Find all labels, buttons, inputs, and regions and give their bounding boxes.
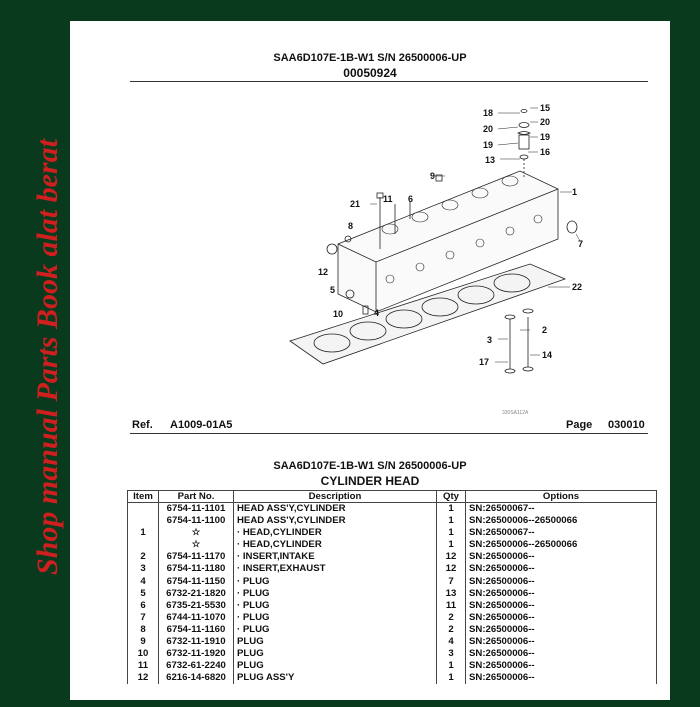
callout-label: 19: [540, 132, 551, 142]
watermark-banner: Shop manual Parts Book alat berat: [31, 139, 64, 575]
item-number: [128, 503, 159, 516]
part-number: 6754-11-1100: [159, 515, 234, 527]
callout-label: 10: [333, 309, 344, 319]
valve-spring-stack: [518, 110, 530, 180]
serial-options: SN:26500006--: [466, 672, 657, 684]
callout-label: 19: [483, 140, 494, 150]
part-description: · PLUG: [234, 624, 437, 636]
part-description: PLUG: [234, 660, 437, 672]
drawing-code: 330SA112A: [502, 410, 529, 416]
callout-label: 3: [487, 335, 493, 345]
part-description: PLUG: [234, 648, 437, 660]
item-number: 9: [128, 636, 159, 648]
serial-options: SN:26500006--: [466, 624, 657, 636]
quantity: 1: [437, 515, 466, 527]
column-header-item: Item: [128, 491, 159, 503]
item-number: 3: [128, 563, 159, 575]
column-header-part-no: Part No.: [159, 491, 234, 503]
table-row: [128, 539, 657, 551]
quantity: 7: [437, 576, 466, 588]
serial-options: SN:26500067--: [466, 527, 657, 539]
column-header-description: Description: [234, 491, 437, 503]
table-row: [128, 672, 657, 684]
ref-value: A1009-01A5: [170, 419, 233, 431]
quantity: 2: [437, 612, 466, 624]
serial-options: SN:26500006--: [466, 660, 657, 672]
quantity: 11: [437, 600, 466, 612]
part-number: 6754-11-1150: [159, 576, 234, 588]
callout-label: 11: [383, 194, 393, 204]
serial-options: SN:26500067--: [466, 503, 657, 516]
part-description: · PLUG: [234, 600, 437, 612]
quantity: 3: [437, 648, 466, 660]
callout-label: 8: [348, 221, 354, 231]
callout-label: 13: [485, 155, 496, 165]
callout-label: 7: [578, 239, 584, 249]
part-number: 6735-21-5530: [159, 600, 234, 612]
callout-label: 20: [483, 124, 494, 134]
part-description: PLUG ASS'Y: [234, 672, 437, 684]
item-number: 12: [128, 672, 159, 684]
item-number: 11: [128, 660, 159, 672]
quantity: 1: [437, 503, 466, 516]
table-row: [128, 624, 657, 636]
part-number: 6754-11-1170: [159, 551, 234, 563]
part-description: · PLUG: [234, 576, 437, 588]
table-row: [128, 600, 657, 612]
callout-label: 17: [479, 357, 490, 367]
part-description: · INSERT,INTAKE: [234, 551, 437, 563]
serial-options: SN:26500006--: [466, 648, 657, 660]
serial-options: SN:26500006--: [466, 563, 657, 575]
quantity: 1: [437, 527, 466, 539]
quantity: 12: [437, 551, 466, 563]
serial-options: SN:26500006--: [466, 600, 657, 612]
callout-label: 2: [542, 325, 548, 335]
serial-options: SN:26500006--: [466, 576, 657, 588]
cylinder-head-diagram: [220, 79, 584, 379]
valves: [505, 309, 533, 373]
callout-label: 18: [483, 108, 494, 118]
table-row: [128, 648, 657, 660]
table-row: [128, 515, 657, 527]
table-row: [128, 636, 657, 648]
ref-label: Ref.: [132, 419, 153, 431]
item-number: 5: [128, 588, 159, 600]
part-number: 6216-14-6820: [159, 672, 234, 684]
part-number: ☆: [159, 539, 234, 551]
parts-table-body: [128, 503, 657, 685]
table-row: [128, 612, 657, 624]
part-number: 6754-11-1160: [159, 624, 234, 636]
section-model-title: SAA6D107E-1B-W1 S/N 26500006-UP: [273, 460, 467, 472]
part-number: 6732-11-1920: [159, 648, 234, 660]
callout-label: 12: [318, 267, 329, 277]
item-number: 1: [128, 527, 159, 539]
quantity: 1: [437, 660, 466, 672]
callout-label: 4: [374, 308, 380, 318]
part-number: 6754-11-1180: [159, 563, 234, 575]
part-number: 6744-11-1070: [159, 612, 234, 624]
part-description: · INSERT,EXHAUST: [234, 563, 437, 575]
callout-label: 16: [540, 147, 551, 157]
callout-label: 1: [572, 187, 578, 197]
part-number: 6754-11-1101: [159, 503, 234, 516]
item-number: 4: [128, 576, 159, 588]
serial-options: SN:26500006--26500066: [466, 515, 657, 527]
serial-options: SN:26500006--: [466, 636, 657, 648]
table-row: [128, 588, 657, 600]
table-row: [128, 503, 657, 516]
footer-rule: [130, 433, 648, 434]
callout-label: 20: [540, 117, 551, 127]
serial-options: SN:26500006--: [466, 588, 657, 600]
callout-label: 21: [350, 199, 361, 209]
model-title: SAA6D107E-1B-W1 S/N 26500006-UP: [273, 52, 467, 64]
item-number: 8: [128, 624, 159, 636]
drawing-number: 00050924: [343, 66, 397, 80]
quantity: 13: [437, 588, 466, 600]
item-number: [128, 515, 159, 527]
quantity: 4: [437, 636, 466, 648]
part-description: · HEAD,CYLINDER: [234, 527, 437, 539]
part-number: 6732-21-1820: [159, 588, 234, 600]
parts-page: [70, 21, 670, 700]
part-description: HEAD ASS'Y,CYLINDER: [234, 503, 437, 516]
page-label: Page: [566, 419, 593, 431]
serial-options: SN:26500006--: [466, 551, 657, 563]
item-number: 10: [128, 648, 159, 660]
callout-label: 9: [430, 171, 436, 181]
part-number: 6732-11-1910: [159, 636, 234, 648]
part-description: · HEAD,CYLINDER: [234, 539, 437, 551]
serial-options: SN:26500006--26500066: [466, 539, 657, 551]
part-description: PLUG: [234, 636, 437, 648]
quantity: 12: [437, 563, 466, 575]
column-header-qty: Qty: [437, 491, 466, 503]
part-number: ☆: [159, 527, 234, 539]
item-number: 2: [128, 551, 159, 563]
table-row: [128, 576, 657, 588]
table-row: [128, 563, 657, 575]
quantity: 2: [437, 624, 466, 636]
quantity: 1: [437, 539, 466, 551]
column-header-options: Options: [466, 491, 657, 503]
part-description: HEAD ASS'Y,CYLINDER: [234, 515, 437, 527]
serial-options: SN:26500006--: [466, 612, 657, 624]
callout-label: 6: [408, 194, 414, 204]
table-row: [128, 527, 657, 539]
item-number: 7: [128, 612, 159, 624]
callout-label: 15: [540, 103, 551, 113]
table-row: [128, 551, 657, 563]
parts-table: [127, 490, 657, 684]
quantity: 1: [437, 672, 466, 684]
table-row: [128, 660, 657, 672]
item-number: [128, 539, 159, 551]
callout-label: 14: [542, 350, 553, 360]
table-header-row: [128, 491, 657, 503]
part-description: · PLUG: [234, 588, 437, 600]
callout-label: 22: [572, 282, 583, 292]
callout-label: 5: [330, 285, 336, 295]
section-title: CYLINDER HEAD: [320, 474, 420, 488]
part-number: 6732-61-2240: [159, 660, 234, 672]
page-value: 030010: [608, 419, 645, 431]
item-number: 6: [128, 600, 159, 612]
part-description: · PLUG: [234, 612, 437, 624]
